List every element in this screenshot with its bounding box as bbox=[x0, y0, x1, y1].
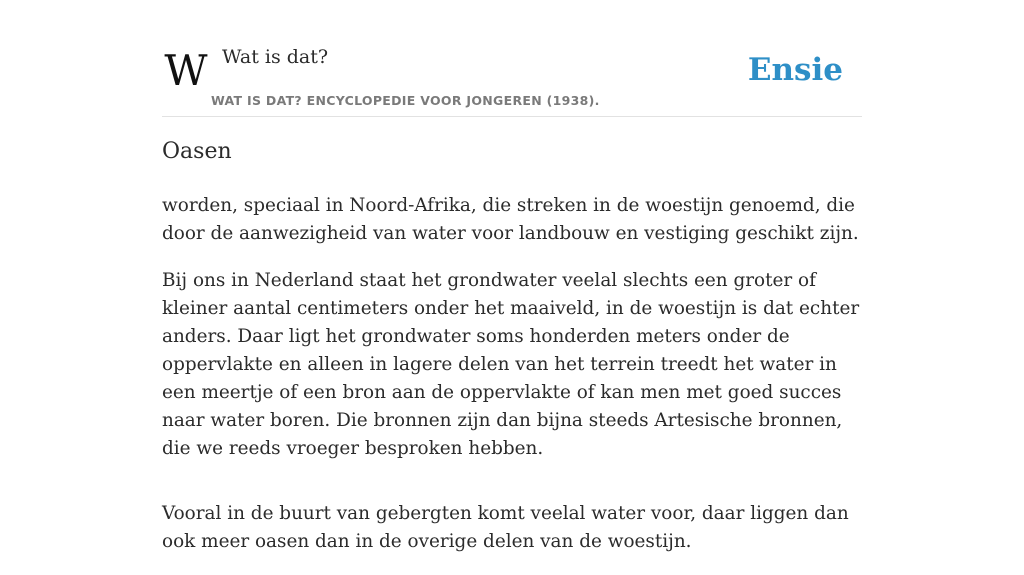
article-body bbox=[162, 192, 862, 575]
ensie-brand-link[interactable]: Ensie bbox=[747, 52, 843, 88]
wikisource-w-icon[interactable] bbox=[164, 46, 208, 95]
article-title: Oasen bbox=[162, 139, 232, 164]
page-header bbox=[162, 40, 862, 117]
article-paragraph: Vooral in de buurt van gebergten komt veelal water voor, daar liggen dan ook meer oasen dan in de overige delen van de woestijn. bbox=[162, 503, 849, 552]
source-title[interactable]: Wat is dat? bbox=[222, 46, 329, 68]
article-paragraph: Bij ons in Nederland staat het grondwater veelal slechts een groter of kleiner aantal centimeters onder het maaiveld, in de woestijn is dat echter anders. Daar ligt het grondwater soms honderden meters onder de oppervlakte en alleen in lagere delen van het terrein treedt het water in een meertje of een bron aan de oppervlakte of kan men met goed succes naar water boren. Die bronnen zijn dan bijna steeds Artesische bronnen, die we reeds vroeger besproken hebben. bbox=[162, 270, 860, 459]
svg-text:W: W bbox=[164, 46, 208, 95]
article-paragraph: worden, speciaal in Noord-Afrika, die streken in de woestijn genoemd, die door de aanwezigheid van water voor landbouw en vestiging geschikt zijn. bbox=[162, 195, 859, 244]
source-subtitle: WAT IS DAT? ENCYCLOPEDIE VOOR JONGEREN (1938). bbox=[211, 93, 600, 108]
